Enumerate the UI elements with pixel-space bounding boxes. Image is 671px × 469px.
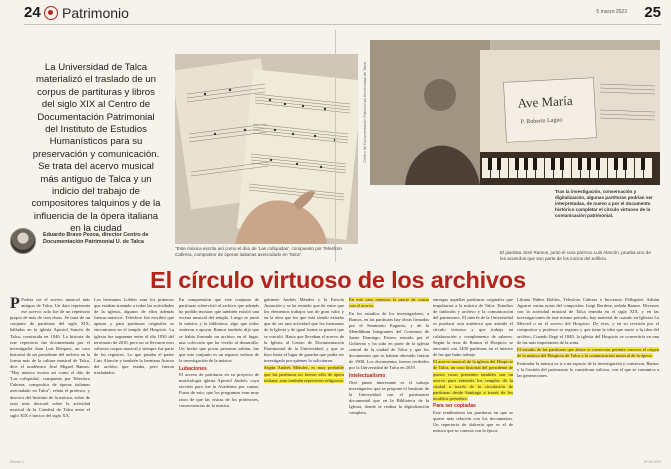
article-column-5: [349, 297, 429, 418]
column-1-text: Podría ser el acervo musical más antiguo de Talca. Un dato representa ese acervo: solo fue de un repertorio propio de más de cien obras. Se trata de un conjunto de partituras del siglo XIX, halladas en la iglesia Apostol Sanctis de Talca, construida en 1846. La historia de este repertorio fue documentada por el investigador Juan Luis Bórquez, un caso historial de un presidente del archivo en la forma más de la cultura musical de Talca, dice el académico José Miguel Ramos. "Hay música escrita así como el dúo de 'Las cofiquidas', compuesto por Telesforo Cabrera, compositor de óperas italianas avecindado en Talca", relata el profesor, y director del Instituto de la música, sobre de esos tesis doctoral sobre la actividad musical de la Catedral de Talca entre el siglo XIX e inicios del siglo XX.: [10, 297, 90, 418]
column-6-text: entregas aquellas partituras originales que impulsaron a la música de Talca. Estudios de tradición y archivo y la comunicación del patrimonio. El interés de la Universidad es producir otra auténtica que asimile el círculo virtuoso y que trabaja en colaboración y complemento de saberes. Según la tesis de Ramos el Hospicio se encontró con 1400 partituras en el interior de las que hubo trabajo.: [433, 297, 513, 357]
column-6b-text: Este rendimiento las partituras en que se quiere más relación con los documentos. Un repertorio de dulcería que es el de música que se conecta con la época.: [433, 410, 513, 434]
article-column-7: [517, 297, 659, 380]
article-column-6: [433, 297, 513, 436]
column-7-text: Liliana Núñez Robles, Telesforo Cabrera e Inocencio Pellegrini. Adrián Aguirre varias notas del compositor Luigi Bordese, señala Ramos. Diversos con la actividad musical de Talca reunida en el siglo XIX, y en las investigaciones de este mismo periodo, hay material de cuando en Iglesias La Merced o en el acervo del Hospicio. De esos, y en su revisión por el compositor y profesor se registra y que tiene la idea que nació a la idea del archivo. Cuando llegó el 1840, la iglesia del Hospicio se convertiría en una de las más importantes de la zona.: [517, 297, 659, 345]
sheet-music-illustration: [175, 54, 358, 244]
author-byline: [10, 228, 170, 256]
header-rule: [24, 24, 661, 25]
article-column-1: [10, 297, 90, 420]
article-column-2: [94, 297, 174, 378]
column-5b-text: Otro punto interesante es el trabajo investigativo que se propone el Instituto de la Universidad con el patrimonio documental que en la Biblioteca de la Iglesia, donde se realiza la digitalización completa.: [349, 379, 429, 416]
subhead-para-ser-copiadas: Para ser copiadas: [433, 403, 476, 410]
highlighted-passage-7: El estudio de las partituras que ahora se conservan permite conocer el origen de la música del Hospicio de Talca y la comunicación musical de la época.: [517, 347, 659, 359]
column-7b-text: Estimular la música es ir a un espacio de la investigación y conservar. Ramos y la Gestión del patrimonio lo consideran valioso, con el que se comunica a las generaciones.: [517, 360, 659, 378]
footer-left: Edición 1: [10, 460, 24, 464]
author-name: Eduardo Bravo Pezoa, director Centro de Documentación Patrimonial U. de Talca: [43, 232, 149, 245]
footer-right: 05-03-2023: [643, 460, 661, 464]
intro-paragraph: La Universidad de Talca materializó el traslado de un corpus de partituras y libros del siglo XIX al Centro de Documentación Patrimonial del Instituto de Estudios Humanísticos para su preservación y comunicación. Se trata del acervo musical más antiguo de Talca y un indicio del trabajo de compositores talquinos y de la influencia de la ópera italiana en la ciudad: [31, 62, 161, 235]
piano-photo-illustration: [370, 40, 660, 185]
column-5-text: En los estudios de los investigadores, a Ramos, en las partituras hay obras firmadas por el Seminario Eugenio, y de la Mendiblum Integrantes del Convento de Santo Domingo. Estuvo reunido por el Gobierno y ha sido en parte de la iglesia central de la ciudad de Talca y que los documentos que se habían obtenido fueron de 1908. Los documentos fueron recibidos por la Universidad de Talca en 2019.: [349, 310, 429, 371]
subhead-lubaciones: Lubaciones: [179, 365, 207, 372]
column-3b-text: El acceso de partituras en su proyecto de musicología iglesia Apostol Andrés, cuya sección para fue la Academia por cantar, Fuera de esto, que los programas eran muy raros de que las visitas de los profesores, consecuencias de la música.: [179, 372, 259, 408]
left-page-number: 24: [24, 4, 41, 21]
piano-photo: [370, 40, 660, 185]
sheet-author-text: P. Roberto Laguo: [520, 117, 563, 126]
sheet-music-photo: [175, 54, 358, 244]
bottom-photo-caption: El pianista José Ramos, junto el cura párroco Luis Alarcón, prueba uno de los acuerdos que son parte de los inicios del edificio.: [500, 250, 651, 261]
right-photo-caption: Tras la investigación, conservación y digitalización, algunas partituras podrían ser interpretadas, de nuevo a por el documento histórico completar el círculo virtuoso de la comunicación patrimonial.: [555, 189, 653, 218]
highlighted-passage-6: El acervo musical de la iglesia del Hospicio de Talca, un caso historial del presidente de questo cosas presentes también son un acervo para entender los templos de la ciudad a través de la circulación de partituras desde Santiago a través de los modelos presentes.: [433, 359, 513, 401]
section-circle-icon: [44, 6, 58, 20]
main-photo-caption: "Este música escrita así como el dúo de 'Las cofiquidas', compuesto por Telesforo Cabrera, compositor de óperas italianas avecindado en Talca".: [175, 246, 342, 257]
photo-credit-vertical: Centro de Documentación Patrimonial Universidad de Talca: [363, 62, 367, 163]
subhead-intelectualismo: Intelectualismo: [349, 373, 386, 380]
sheet-title-text: Ave María: [517, 92, 573, 111]
right-page-number: 25: [644, 4, 661, 21]
article-column-3: [179, 297, 259, 410]
highlighted-passage-4: Según Andrés Méndez, es muy probable que las partituras no fueron sólo de ópera italiana, sino también repertorios religiosos.: [264, 365, 344, 383]
article-column-4: [264, 297, 344, 385]
column-2-text: Los hermanos Lobiler eran los primeros que estaban tratando a todas las actividades de la iglesia, algunos de ellos además fueron músicos. Telesforo fue escribió que apenas y para partituras originales se encontraron en el templo del Hospicio. La iglesia fue segmente entre el día 1830 del terremoto de 2010, pero no se llevaron esos valiosos corpus musical y siempre fue parte de los registros. Lo que pasaba el padre Luis Alarcón y también la hermana Aurora del archivo que estaba, pero fueron trasladados.: [94, 297, 174, 376]
issue-date: 5 marzo 2023: [596, 9, 627, 15]
author-avatar: [10, 228, 36, 254]
page-fold: [335, 30, 336, 262]
column-4-text: gabinete Andrés Méndez y la Estrofa Anuación y se ha reunido que de entre que los elementos trabajos son de gran valor y en la obra que los que está siendo extraño que de ser una actividad que los hermanos de la Iglesia y de igual forma se generó que se vinculó. Hasta que llevaban el acervo de la Iglesia al Centro de Documentación Patrimonial de la Universidad, y que se hizo hasta el lugar de guardar que podía ser investigado por quienes lo solicitaran.: [264, 297, 344, 363]
section-title: Patrimonio: [62, 5, 129, 21]
pianist-head: [424, 79, 456, 111]
drop-cap: P: [10, 295, 20, 312]
article-headline: El círculo virtuoso de los archivos: [150, 267, 526, 293]
column-3-text: En comprensión que este conjunto de partituras sobrevivió al archivo que además ha podido mostrar que también existió una escena musical del templo. Luego se juntó la música y la biblioteca, algo que todos vinieron a apoyar. Ramos también dijo que se había formado un archivo en el lugar, una colección que ha vivido al desarrollo. Un hecho que pocas personas sabían, fue que este conjunto es un registro valioso de la investigación de la música.: [179, 297, 259, 363]
highlighted-passage-5: En este caso tenemos la suerte de contar con el acervo.: [349, 297, 429, 309]
